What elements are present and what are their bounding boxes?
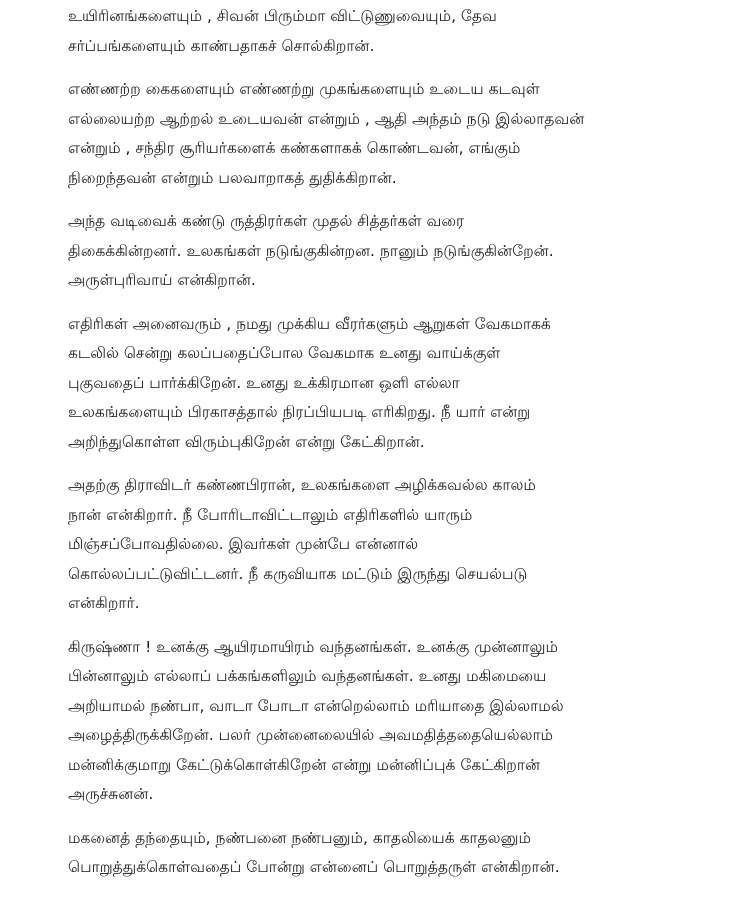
document-body bbox=[68, 2, 728, 897]
paragraph-7 bbox=[68, 824, 728, 883]
text-line: அருச்சுனன். bbox=[68, 785, 154, 803]
paragraph-1 bbox=[68, 2, 728, 61]
text-line: எல்லையற்ற ஆற்றல் உடையவன் என்றும் , ஆதி அந்தம் நடு இல்லாதவன் bbox=[68, 109, 585, 128]
paragraph-5 bbox=[68, 471, 728, 619]
text-line: என்கிறார். bbox=[68, 594, 140, 612]
text-line: எதிரிகள் அனைவரும் , நமது முக்கிய வீரர்களும் ஆறுகள் வேகமாகக் bbox=[68, 314, 551, 333]
text-line: சர்ப்பங்களையும் காண்பதாகச் சொல்கிறான். bbox=[68, 36, 375, 55]
text-line: நான் என்கிறார். நீ போரிடாவிட்டாலும் எதிரிகளில் யாரும் bbox=[68, 505, 473, 524]
paragraph-2 bbox=[68, 75, 728, 193]
text-line: உயிரினங்களையும் , சிவன் பிரும்மா விட்டுணுவையும், தேவ bbox=[68, 7, 497, 25]
text-line: எண்ணற்ற கைகளையும் எண்ணற்று முகங்களையும் உடைய கடவுள் bbox=[68, 80, 540, 98]
text-line: கிருஷ்ணா ! உனக்கு ஆயிரமாயிரம் வந்தனங்கள். உனக்கு முன்னாலும் bbox=[68, 637, 558, 656]
text-line: புகுவதைப் பார்க்கிறேன். உனது உக்கிரமான ஒளி எல்லா bbox=[68, 373, 460, 392]
text-line: திகைக்கின்றனர். உலகங்கள் நடுங்குகின்றன. நானும் நடுங்குகின்றேன். bbox=[68, 241, 554, 260]
text-line: கொல்லப்பட்டுவிட்டனர். நீ கருவியாக மட்டும் இருந்து செயல்படு bbox=[68, 564, 528, 583]
text-line: உலகங்களையும் பிரகாசத்தால் நிரப்பியபடி எரிகிறது. நீ யார் என்று bbox=[68, 403, 531, 421]
text-line: அழைத்திருக்கிறேன். பலர் முன்னைலையில் அவமதித்ததையெல்லாம் bbox=[68, 726, 554, 744]
text-line: அந்த வடிவைக் கண்டு ருத்திரர்கள் முதல் சித்தர்கள் வரை bbox=[68, 212, 465, 230]
text-line: பொறுத்துக்கொள்வதைப் போன்று என்னைப் பொறுத்தருள் என்கிறான். bbox=[68, 858, 560, 876]
paragraph-3 bbox=[68, 207, 728, 296]
text-line: என்றும் , சந்திர சூரியர்களைக் கண்களாகக் கொண்டவன், எங்கும் bbox=[68, 139, 521, 157]
text-line: பின்னாலும் எல்லாப் பக்கங்களிலும் வந்தனங்கள். உனது மகிமையை bbox=[68, 667, 547, 685]
text-line: அறியாமல் நண்பா, வாடா போடா என்றெல்லாம் மரியாதை இல்லாமல் bbox=[68, 696, 564, 715]
text-line: அருள்புரிவாய் என்கிறான். bbox=[68, 271, 256, 289]
text-line: அறிந்துகொள்ள விரும்புகிறேன் என்று கேட்கிறான். bbox=[68, 432, 425, 451]
text-line: கடலில் சென்று கலப்பதைப்போல வேகமாக உனது வாய்க்குள் bbox=[68, 344, 501, 362]
text-line: மன்னிக்குமாறு கேட்டுக்கொள்கிறேன் என்று மன்னிப்புக் கேட்கிறான் bbox=[68, 755, 540, 774]
paragraph-4 bbox=[68, 310, 728, 458]
text-line: மிஞ்சப்போவதில்லை. இவர்கள் முன்பே என்னால் bbox=[68, 535, 419, 553]
text-line: மகனைத் தந்தையும், நண்பனை நண்பனும், காதலியைக் காதலனும் bbox=[68, 828, 531, 847]
text-line: அதற்கு திராவிடர் கண்ணபிரான், உலகங்களை அழிக்கவல்ல காலம் bbox=[68, 476, 536, 494]
text-line: நிறைந்தவன் என்றும் பலவாறாகத் துதிக்கிறான். bbox=[68, 168, 397, 187]
paragraph-6 bbox=[68, 633, 728, 810]
